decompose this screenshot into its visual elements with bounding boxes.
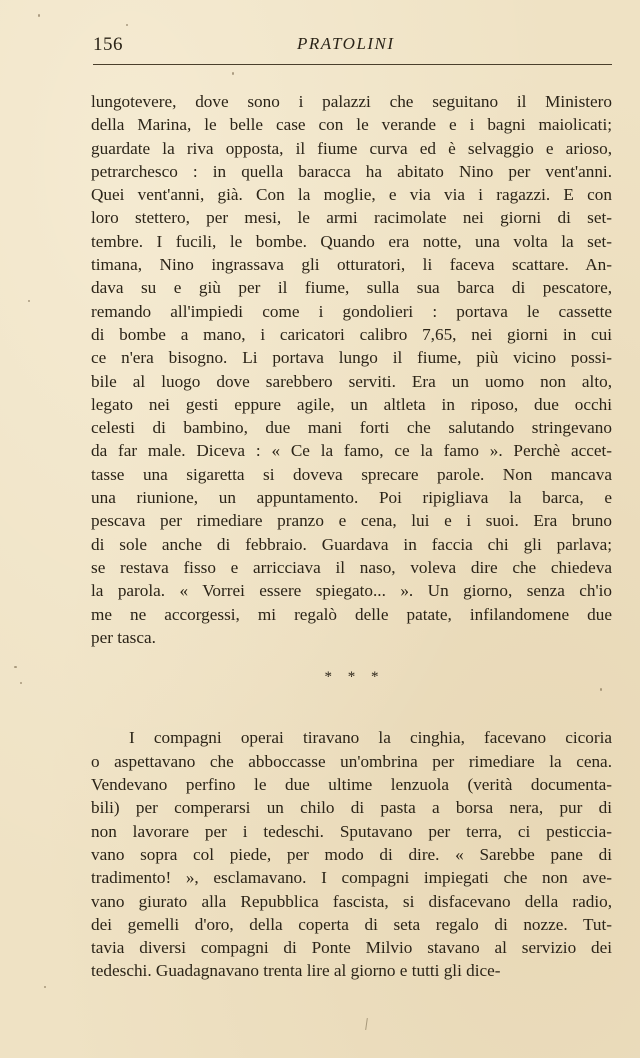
paper-speck: [126, 24, 128, 26]
text-line: I compagni operai tiravano la cinghia, facevano cicoria: [129, 728, 612, 748]
text-line: o aspettavano che abboccasse un'ombrina per rimediare la cena.: [91, 751, 612, 771]
text-line: me ne accorgessi, mi regalò delle patate, infilandomene due: [91, 604, 612, 624]
text-line: lungotevere, dove sono i palazzi che seguitano il Ministero: [91, 92, 612, 111]
text-line: celesti di bambino, due mani forti che salutando stringevano: [91, 418, 612, 438]
text-line: la parola. « Vorrei essere spiegato... ». Un giorno, senza ch'io: [91, 581, 612, 601]
text-line: loro stettero, per mesi, le armi racimolate nei giorni di set-: [91, 208, 612, 228]
text-line: non lavorare per i tedeschi. Sputavano per terra, ci pesticcia-: [91, 821, 612, 841]
text-line: Vendevano perfino le due ultime lenzuola (verità documenta-: [91, 775, 612, 795]
text-line: se restava fisso e arricciava il naso, voleva dire che chiedeva: [91, 557, 612, 577]
text-line: guardate la riva opposta, il fiume curva ed è selvaggio e arioso,: [91, 138, 612, 158]
text-line: da far male. Diceva : « Ce la famo, ce la famo ». Perchè accet-: [91, 441, 612, 461]
text-line: dava su e giù per il fiume, sulla sua barca di pescatore,: [91, 278, 612, 298]
paragraph-2: [91, 726, 612, 982]
running-head: [93, 34, 612, 62]
header-rule: [93, 64, 612, 65]
paper-speck: [232, 72, 234, 75]
section-separator: * * *: [324, 669, 385, 686]
body-text: [91, 90, 612, 983]
text-line: di bombe a mano, i caricatori calibro 7,65, nei giorni in cui: [91, 324, 612, 344]
text-line: di sole anche di febbraio. Guardava in faccia chi gli parlava;: [91, 534, 612, 554]
text-line: bile al luogo dove sarebbero serviti. Era un uomo non alto,: [91, 371, 612, 391]
text-line: pescava per rimediare pranzo e cena, lui e i suoi. Era bruno: [91, 511, 612, 531]
text-line: petrarchesco : in quella baracca ha abitato Nino per vent'anni.: [91, 161, 612, 181]
text-line: remando all'impiedi come i gondolieri : portava le cassette: [91, 301, 612, 321]
paper-speck: [44, 986, 46, 988]
text-line: vano sopra col piede, per modo di dire. « Sarebbe pane di: [91, 844, 612, 864]
paragraph-1: [91, 90, 612, 649]
text-line: tradimento! », esclamavano. I compagni impiegati che non ave-: [91, 868, 612, 888]
paper-speck: [38, 14, 40, 17]
text-line: tavia diversi compagni di Ponte Milvio stavano al servizio dei: [91, 938, 612, 958]
text-line: una riunione, un appuntamento. Poi ripigliava la barca, e: [91, 488, 612, 508]
text-line: Quei vent'anni, già. Con la moglie, e via via i ragazzi. E con: [91, 185, 612, 205]
text-line: legato nei gesti eppure agile, un altleta in riposo, due occhi: [91, 394, 612, 414]
text-line: vano giurato alla Repubblica fascista, si disfacevano della radio,: [91, 891, 612, 911]
text-line: timana, Nino ingrassava gli otturatori, li faceva scattare. An-: [91, 255, 612, 275]
text-line: della Marina, le belle case con le verande e i bagni maiolicati;: [91, 115, 612, 135]
text-line: bili) per comperarsi un chilo di pasta a borsa nera, pur di: [91, 798, 612, 818]
paper-speck: [600, 688, 602, 691]
text-line: per tasca.: [91, 627, 156, 647]
paper-speck: [20, 682, 22, 684]
running-title: PRATOLINI: [297, 34, 395, 53]
text-line: dei gemelli d'oro, della coperta di seta regalo di nozze. Tut-: [91, 914, 612, 934]
text-line: tembre. I fucili, le bombe. Quando era notte, una volta la set-: [91, 231, 612, 251]
page-number: 156: [93, 34, 123, 55]
text-line: tasse una sigaretta si doveva sprecare parole. Non mancava: [91, 464, 612, 484]
paper-speck: [28, 300, 30, 302]
text-line: ce n'era bisogno. Li portava lungo il fiume, più vicino possi-: [91, 348, 612, 368]
paper-speck: [14, 666, 17, 668]
ink-mark: [365, 1018, 368, 1030]
text-line: tedeschi. Guadagnavano trenta lire al giorno e tutti gli dice-: [91, 961, 501, 981]
